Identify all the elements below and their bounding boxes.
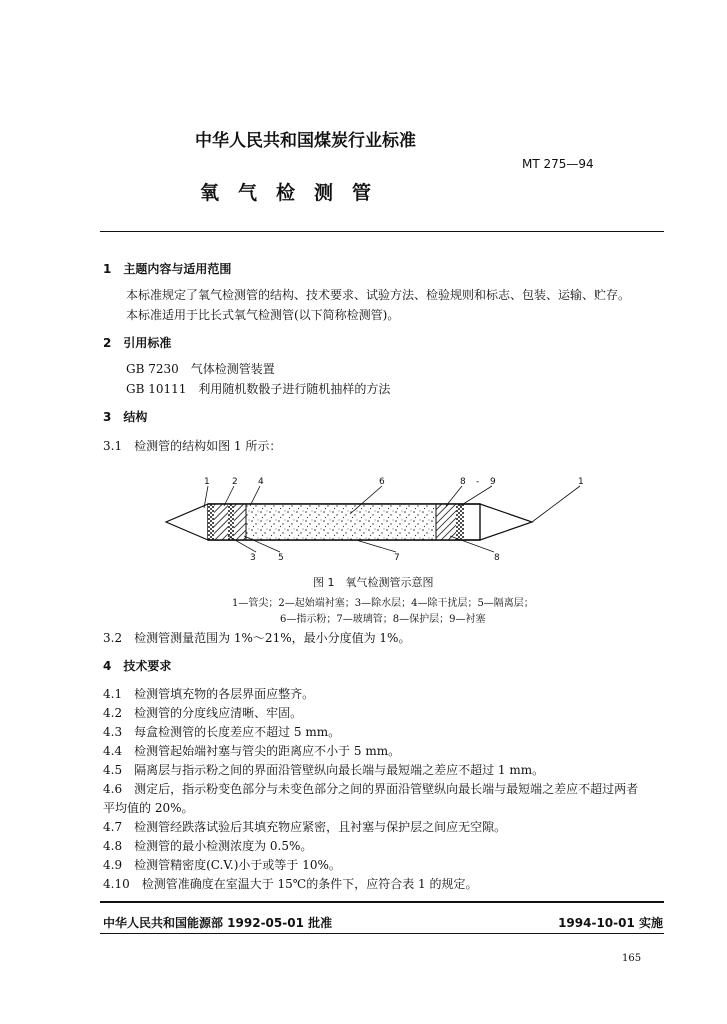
clause-3-1: 3.1 检测管的结构如图 1 所示：: [103, 439, 282, 453]
figure-caption: 图 1 氧气检测管示意图: [313, 576, 434, 589]
footer-bottom-rule: [100, 933, 664, 934]
figure-label: -: [476, 477, 480, 487]
figure-label: 2: [232, 477, 238, 487]
figure-label: 6: [379, 477, 385, 487]
header-rule: [100, 231, 664, 232]
figure-label: 1: [204, 477, 210, 487]
reference-item: GB 7230 气体检测管装置: [126, 362, 275, 376]
document-title: 氧 气 检 测 管: [200, 182, 372, 204]
clause-item: 4.5 隔离层与指示粉之间的界面沿管壁纵向最长端与最短端之差应不超过 1 mm。: [103, 763, 545, 777]
clause-item: 4.8 检测管的最小检测浓度为 0.5%。: [103, 839, 313, 853]
figure-label: 8: [494, 553, 500, 563]
section-2-heading: 2 引用标准: [103, 336, 172, 350]
protective-layer: [436, 504, 456, 540]
clause-item: 4.2 检测管的分度线应清晰、牢固。: [103, 706, 303, 720]
clause-item-continuation: 平均值的 20%。: [103, 801, 194, 815]
figure-label: 9: [490, 477, 496, 487]
end-plug: [456, 504, 464, 540]
reference-item: GB 10111 利用随机数骰子进行随机抽样的方法: [126, 382, 391, 396]
clause-item: 4.4 检测管起始端衬塞与管尖的距离应不小于 5 mm。: [103, 744, 401, 758]
figure-legend-line-2: 6—指示粉；7—玻璃管；8—保护层；9—衬塞: [280, 614, 486, 625]
figure-label: 4: [258, 477, 264, 487]
figure-label: 8: [460, 477, 466, 487]
clause-item: 4.3 每盒检测管的长度差应不超过 5 mm。: [103, 725, 341, 739]
anti-interference-layer: [228, 504, 234, 540]
tube-left-tip: [166, 504, 208, 540]
figure-label: 3: [250, 553, 256, 563]
clause-3-2: 3.2 检测管测量范围为 1%～21%，最小分度值为 1%。: [103, 631, 411, 645]
standard-number: MT 275—94: [522, 157, 594, 171]
org-title: 中华人民共和国煤炭行业标准: [195, 131, 416, 151]
figure-legend-line-1: 1—管尖；2—起始端衬塞；3—除水层；4—除干扰层；5—隔离层；: [232, 598, 534, 609]
approval-line: 中华人民共和国能源部 1992-05-01 批准: [103, 916, 333, 930]
footer-rule: [100, 901, 664, 903]
page-number: 165: [622, 953, 642, 964]
tube-right-tip: [480, 504, 532, 540]
dewater-layer: [214, 504, 228, 540]
section-1-paragraph-1: 本标准规定了氧气检测管的结构、技术要求、试验方法、检验规则和标志、包装、运输、贮存。: [126, 288, 631, 302]
figure-label: 7: [394, 553, 400, 563]
section-1-heading: 1 主题内容与适用范围: [103, 262, 232, 276]
section-3-heading: 3 结构: [103, 410, 148, 424]
clause-item: 4.1 检测管填充物的各层界面应整齐。: [103, 687, 315, 701]
start-plug: [208, 504, 214, 540]
clause-item: 4.6 测定后，指示粉变色部分与未变色部分之间的界面沿管壁纵向最长端与最短端之差应不超过两者: [103, 782, 639, 796]
indicator-powder: [246, 504, 436, 540]
clause-item: 4.10 检测管准确度在室温大于 15℃的条件下，应符合表 1 的规定。: [103, 877, 478, 891]
isolation-layer: [234, 504, 246, 540]
clause-item: 4.9 检测管精密度(C.V.)小于或等于 10%。: [103, 858, 341, 872]
section-4-heading: 4 技术要求: [103, 659, 172, 673]
section-1-paragraph-2: 本标准适用于比长式氧气检测管(以下简称检测管)。: [126, 308, 400, 322]
clause-item: 4.7 检测管经跌落试验后其填充物应紧密，且衬塞与保护层之间应无空隙。: [103, 820, 507, 834]
figure-label: 1: [578, 477, 584, 487]
figure-label: 5: [278, 553, 284, 563]
effective-date: 1994-10-01 实施: [558, 916, 663, 930]
detection-tube-diagram: [160, 474, 600, 566]
